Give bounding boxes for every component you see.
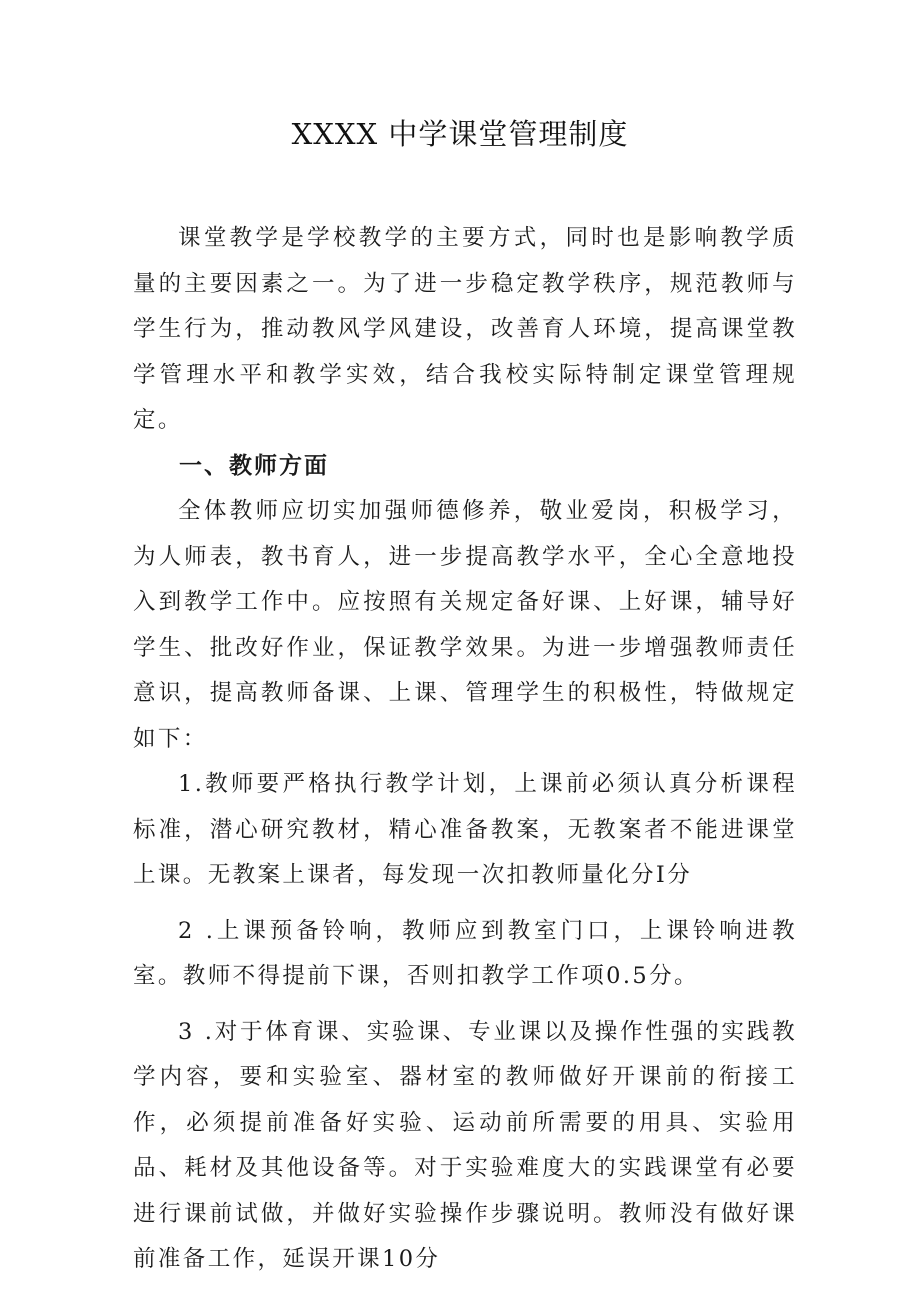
rule-item-2: 2 .上课预备铃响，教师应到教室门口，上课铃响进教室。教师不得提前下课，否则扣教学工作项0.5分。 <box>133 917 797 989</box>
rule-item-3: 3 .对于体育课、实验课、专业课以及操作性强的实践教学内容，要和实验室、器材室的教师做好开课前的衔接工作，必须提前准备好实验、运动前所需要的用具、实验用品、耗材及其他设备等。对于实验难度大的实践课堂有必要进行课前试做，并做好实验操作步骤说明。教师没有做好课前准备工作，延误开课10分 <box>133 1018 797 1272</box>
document-body <box>133 216 797 1283</box>
section-intro-paragraph: 全体教师应切实加强师德修养，敬业爱岗，积极学习，为人师表，教书育人，进一步提高教学水平，全心全意地投入到教学工作中。应按照有关规定备好课、上好课，辅导好学生、批改好作业，保证教学效果。为进一步增强教师责任意识，提高教师备课、上课、管理学生的积极性，特做规定如下： <box>133 498 797 752</box>
rule-item-1: 1.教师要严格执行教学计划，上课前必须认真分析课程标准，潜心研究教材，精心准备教案，无教案者不能进课堂上课。无教案上课者，每发现一次扣教师量化分Ⅰ分 <box>133 771 797 888</box>
section-heading: 一、教师方面 <box>179 452 329 479</box>
document-title: XXXX 中学课堂管理制度 <box>291 117 629 151</box>
intro-paragraph: 课堂教学是学校教学的主要方式，同时也是影响教学质量的主要因素之一。为了进一步稳定教学秩序，规范教师与学生行为，推动教风学风建设，改善育人环境，提高课堂教学管理水平和教学实效，结合我校实际特制定课堂管理规定。 <box>133 225 797 433</box>
